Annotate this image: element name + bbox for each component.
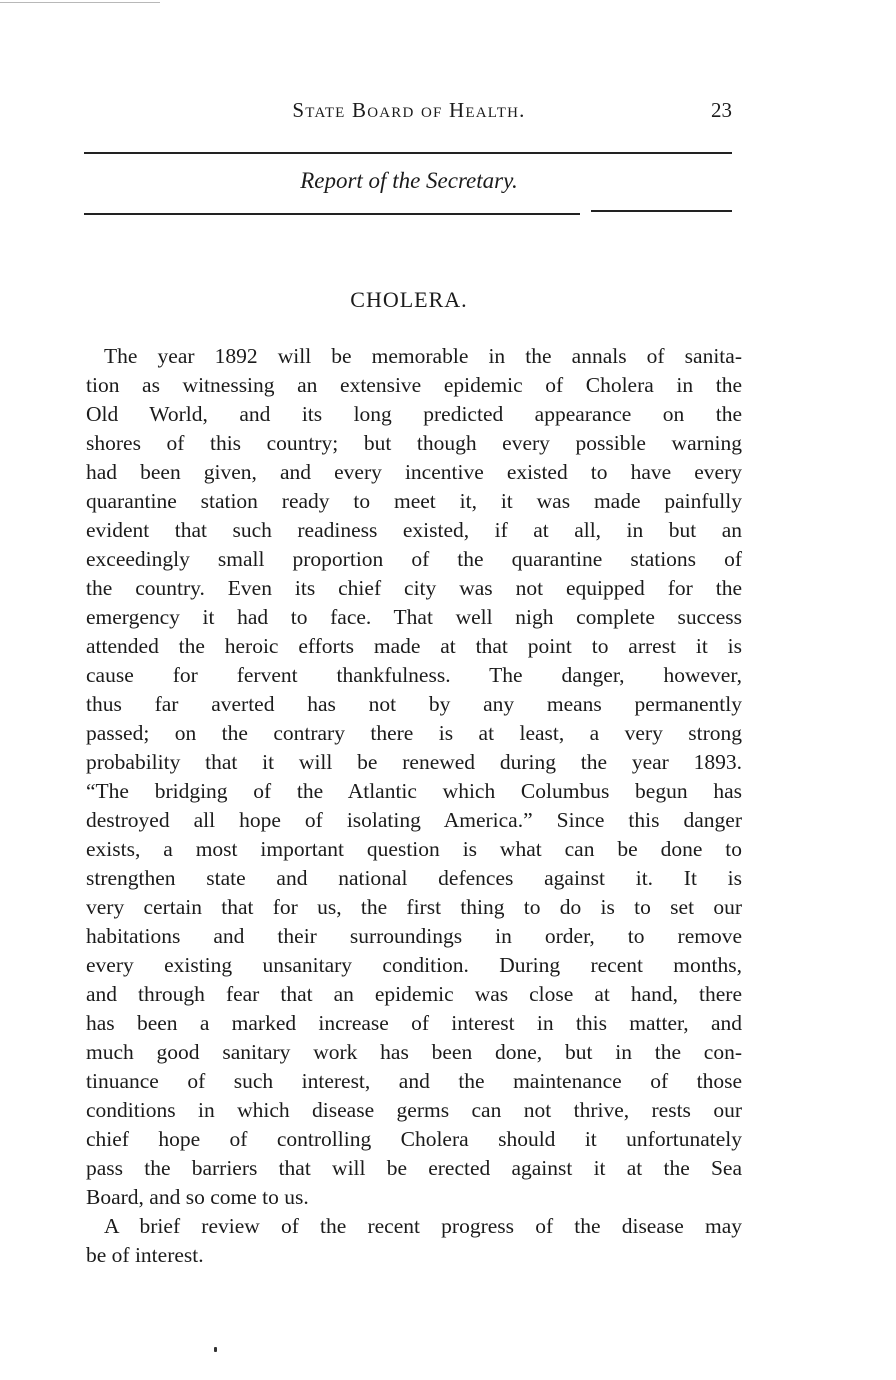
running-head	[84, 98, 734, 128]
header-rule-bottom-right	[591, 210, 732, 212]
text-line: cause for fervent thankfulness. The danger, however,	[86, 663, 742, 687]
text-line: The year 1892 will be memorable in the annals of sanita-	[104, 344, 742, 368]
text-line: exists, a most important question is what can be done to	[86, 837, 742, 861]
text-line: thus far averted has not by any means permanently	[86, 692, 742, 716]
header-rule-top	[84, 152, 732, 154]
text-line: evident that such readiness existed, if at all, in but an	[86, 518, 742, 542]
text-line: strengthen state and national defences against it. It is	[86, 866, 742, 890]
text-line: conditions in which disease germs can not thrive, rests our	[86, 1098, 742, 1122]
text-line: tion as witnessing an extensive epidemic of Cholera in the	[86, 373, 742, 397]
text-line: attended the heroic efforts made at that point to arrest it is	[86, 634, 742, 658]
text-line: probability that it will be renewed during the year 1893.	[86, 750, 742, 774]
text-line: quarantine station ready to meet it, it was made painfully	[86, 489, 742, 513]
section-subhead: Report of the Secretary.	[300, 168, 518, 193]
text-line: chief hope of controlling Cholera should it unfortunately	[86, 1127, 742, 1151]
text-line: has been a marked increase of interest in this matter, and	[86, 1011, 742, 1035]
text-line: Old World, and its long predicted appearance on the	[86, 402, 742, 426]
text-line: the country. Even its chief city was not equipped for the	[86, 576, 742, 600]
text-line: exceedingly small proportion of the quarantine stations of	[86, 547, 742, 571]
text-line: passed; on the contrary there is at least, a very strong	[86, 721, 742, 745]
top-edge-rule	[0, 2, 160, 3]
text-line: Board, and so come to us.	[86, 1185, 309, 1209]
text-line: had been given, and every incentive existed to have every	[86, 460, 742, 484]
text-line: shores of this country; but though every possible warning	[86, 431, 742, 455]
text-line: emergency it had to face. That well nigh complete success	[86, 605, 742, 629]
text-line: A brief review of the recent progress of the disease may	[104, 1214, 742, 1238]
header-rule-bottom-left	[84, 213, 580, 215]
text-line: destroyed all hope of isolating America.” Since this danger	[86, 808, 742, 832]
text-line: tinuance of such interest, and the maintenance of those	[86, 1069, 742, 1093]
text-line: very certain that for us, the first thing to do is to set our	[86, 895, 742, 919]
running-title: State Board of Health.	[292, 98, 526, 122]
text-line: and through fear that an epidemic was close at hand, there	[86, 982, 742, 1006]
article-heading: CHOLERA.	[350, 287, 468, 312]
article-body	[86, 342, 742, 1270]
text-line: every existing unsanitary condition. During recent months,	[86, 953, 742, 977]
text-line: be of interest.	[86, 1243, 204, 1267]
paragraph-1	[86, 342, 742, 1212]
page-number: 23	[711, 98, 732, 122]
text-line: pass the barriers that will be erected against it at the Sea	[86, 1156, 742, 1180]
text-line: much good sanitary work has been done, but in the con-	[86, 1040, 742, 1064]
ink-speck	[214, 1347, 217, 1352]
paragraph-2	[86, 1212, 742, 1270]
text-line: “The bridging of the Atlantic which Columbus begun has	[86, 779, 742, 803]
text-line: habitations and their surroundings in order, to remove	[86, 924, 742, 948]
